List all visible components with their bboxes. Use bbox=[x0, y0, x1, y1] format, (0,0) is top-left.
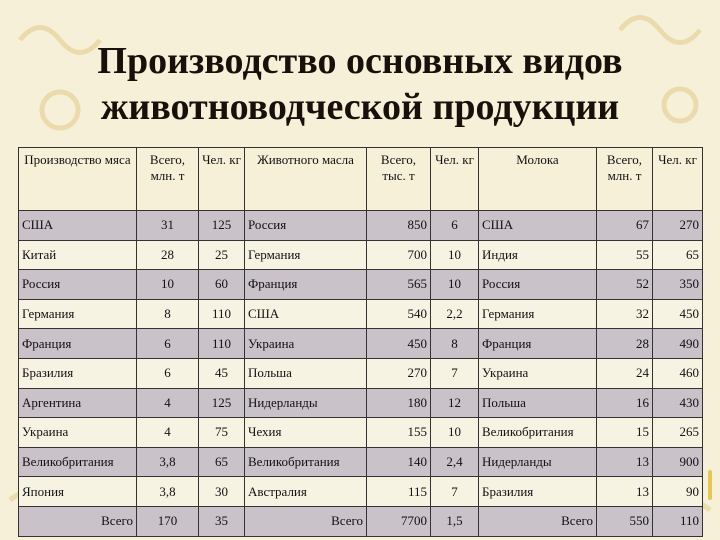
table-cell: 450 bbox=[367, 329, 431, 359]
table-cell: 565 bbox=[367, 270, 431, 300]
table-body bbox=[19, 211, 703, 537]
table-cell: 850 bbox=[367, 211, 431, 241]
header-milk-total: Всего, млн. т bbox=[597, 148, 653, 211]
table-cell: США bbox=[19, 211, 137, 241]
table-cell: Нидерланды bbox=[245, 388, 367, 418]
table-cell: 7700 bbox=[367, 506, 431, 536]
table-cell: Польша bbox=[479, 388, 597, 418]
table-cell: Германия bbox=[19, 299, 137, 329]
table-cell: 170 bbox=[137, 506, 199, 536]
table-cell: 140 bbox=[367, 447, 431, 477]
table-cell: Нидерланды bbox=[479, 447, 597, 477]
table-cell: Великобритания bbox=[19, 447, 137, 477]
table-cell: 16 bbox=[597, 388, 653, 418]
table-cell: 67 bbox=[597, 211, 653, 241]
table-cell: 65 bbox=[653, 240, 703, 270]
table-row bbox=[19, 477, 703, 507]
table-cell: 15 bbox=[597, 418, 653, 448]
table-cell: Украина bbox=[19, 418, 137, 448]
table-cell: 75 bbox=[199, 418, 245, 448]
table-cell: 13 bbox=[597, 447, 653, 477]
table-cell: Аргентина bbox=[19, 388, 137, 418]
table-cell: Россия bbox=[479, 270, 597, 300]
header-butter: Животного масла bbox=[245, 148, 367, 211]
table-cell: 265 bbox=[653, 418, 703, 448]
table-cell: 10 bbox=[431, 270, 479, 300]
table-cell: 115 bbox=[367, 477, 431, 507]
header-milk-per-capita: Чел. кг bbox=[653, 148, 703, 211]
title-line-1: Производство основных видов bbox=[97, 40, 623, 82]
table-cell: Франция bbox=[245, 270, 367, 300]
table-cell: 28 bbox=[137, 240, 199, 270]
table-cell: Россия bbox=[245, 211, 367, 241]
table-cell: 550 bbox=[597, 506, 653, 536]
table-row bbox=[19, 329, 703, 359]
table-cell: Германия bbox=[479, 299, 597, 329]
production-table bbox=[18, 147, 703, 537]
page-title bbox=[40, 38, 680, 130]
table-row bbox=[19, 447, 703, 477]
table-cell: 31 bbox=[137, 211, 199, 241]
table-cell: 700 bbox=[367, 240, 431, 270]
table-row bbox=[19, 358, 703, 388]
table-cell: Украина bbox=[479, 358, 597, 388]
table-cell: Япония bbox=[19, 477, 137, 507]
table-cell: 270 bbox=[367, 358, 431, 388]
table-cell: 55 bbox=[597, 240, 653, 270]
header-meat-per-capita: Чел. кг bbox=[199, 148, 245, 211]
table-cell: 10 bbox=[137, 270, 199, 300]
table-cell: США bbox=[245, 299, 367, 329]
table-row bbox=[19, 388, 703, 418]
table-cell: 90 bbox=[653, 477, 703, 507]
table-cell: Франция bbox=[19, 329, 137, 359]
table-cell: Украина bbox=[245, 329, 367, 359]
table-cell: Всего bbox=[245, 506, 367, 536]
table-cell: Германия bbox=[245, 240, 367, 270]
table-cell: 7 bbox=[431, 358, 479, 388]
table-cell: Великобритания bbox=[245, 447, 367, 477]
table-cell: 8 bbox=[137, 299, 199, 329]
table-cell: Всего bbox=[19, 506, 137, 536]
table-cell: 110 bbox=[199, 329, 245, 359]
table-cell: Россия bbox=[19, 270, 137, 300]
table-header-row bbox=[19, 148, 703, 211]
table-row bbox=[19, 211, 703, 241]
table-cell: 13 bbox=[597, 477, 653, 507]
table-cell: 4 bbox=[137, 388, 199, 418]
table-cell: 270 bbox=[653, 211, 703, 241]
table-cell: 30 bbox=[199, 477, 245, 507]
table-cell: 490 bbox=[653, 329, 703, 359]
table-cell: 7 bbox=[431, 477, 479, 507]
table-cell: 125 bbox=[199, 211, 245, 241]
header-milk: Молока bbox=[479, 148, 597, 211]
table-cell: 12 bbox=[431, 388, 479, 418]
table-cell: США bbox=[479, 211, 597, 241]
table-cell: 32 bbox=[597, 299, 653, 329]
table-cell: 1,5 bbox=[431, 506, 479, 536]
table-row bbox=[19, 240, 703, 270]
table-cell: 125 bbox=[199, 388, 245, 418]
table-row bbox=[19, 506, 703, 536]
table-cell: 4 bbox=[137, 418, 199, 448]
table-cell: 155 bbox=[367, 418, 431, 448]
table-cell: 6 bbox=[431, 211, 479, 241]
table-cell: 430 bbox=[653, 388, 703, 418]
table-cell: 2,4 bbox=[431, 447, 479, 477]
table-cell: 450 bbox=[653, 299, 703, 329]
table-cell: Всего bbox=[479, 506, 597, 536]
table-cell: Франция bbox=[479, 329, 597, 359]
table-cell: 24 bbox=[597, 358, 653, 388]
table-cell: 110 bbox=[653, 506, 703, 536]
table-row bbox=[19, 270, 703, 300]
table-cell: 28 bbox=[597, 329, 653, 359]
table-cell: Чехия bbox=[245, 418, 367, 448]
table-cell: 180 bbox=[367, 388, 431, 418]
table-cell: Индия bbox=[479, 240, 597, 270]
table-cell: 45 bbox=[199, 358, 245, 388]
table-cell: Бразилия bbox=[479, 477, 597, 507]
title-line-2: животноводческой продукции bbox=[100, 86, 620, 128]
table-cell: 25 bbox=[199, 240, 245, 270]
table-cell: 350 bbox=[653, 270, 703, 300]
table-cell: 3,8 bbox=[137, 477, 199, 507]
table-cell: 3,8 bbox=[137, 447, 199, 477]
table-cell: 460 bbox=[653, 358, 703, 388]
table-cell: 10 bbox=[431, 418, 479, 448]
table-cell: 52 bbox=[597, 270, 653, 300]
decorative-accent bbox=[708, 470, 712, 500]
table-cell: Польша bbox=[245, 358, 367, 388]
table-cell: 110 bbox=[199, 299, 245, 329]
table-cell: 6 bbox=[137, 329, 199, 359]
table-cell: 900 bbox=[653, 447, 703, 477]
header-butter-per-capita: Чел. кг bbox=[431, 148, 479, 211]
table-cell: 60 bbox=[199, 270, 245, 300]
table-cell: 8 bbox=[431, 329, 479, 359]
table-cell: 10 bbox=[431, 240, 479, 270]
table-cell: Австралия bbox=[245, 477, 367, 507]
table-cell: Китай bbox=[19, 240, 137, 270]
header-butter-total: Всего, тыс. т bbox=[367, 148, 431, 211]
table-cell: Бразилия bbox=[19, 358, 137, 388]
table-cell: 65 bbox=[199, 447, 245, 477]
table-cell: Великобритания bbox=[479, 418, 597, 448]
table-cell: 540 bbox=[367, 299, 431, 329]
table-cell: 6 bbox=[137, 358, 199, 388]
table-row bbox=[19, 418, 703, 448]
table-cell: 35 bbox=[199, 506, 245, 536]
header-meat-total: Всего, млн. т bbox=[137, 148, 199, 211]
table-row bbox=[19, 299, 703, 329]
header-meat: Производство мяса bbox=[19, 148, 137, 211]
table-cell: 2,2 bbox=[431, 299, 479, 329]
